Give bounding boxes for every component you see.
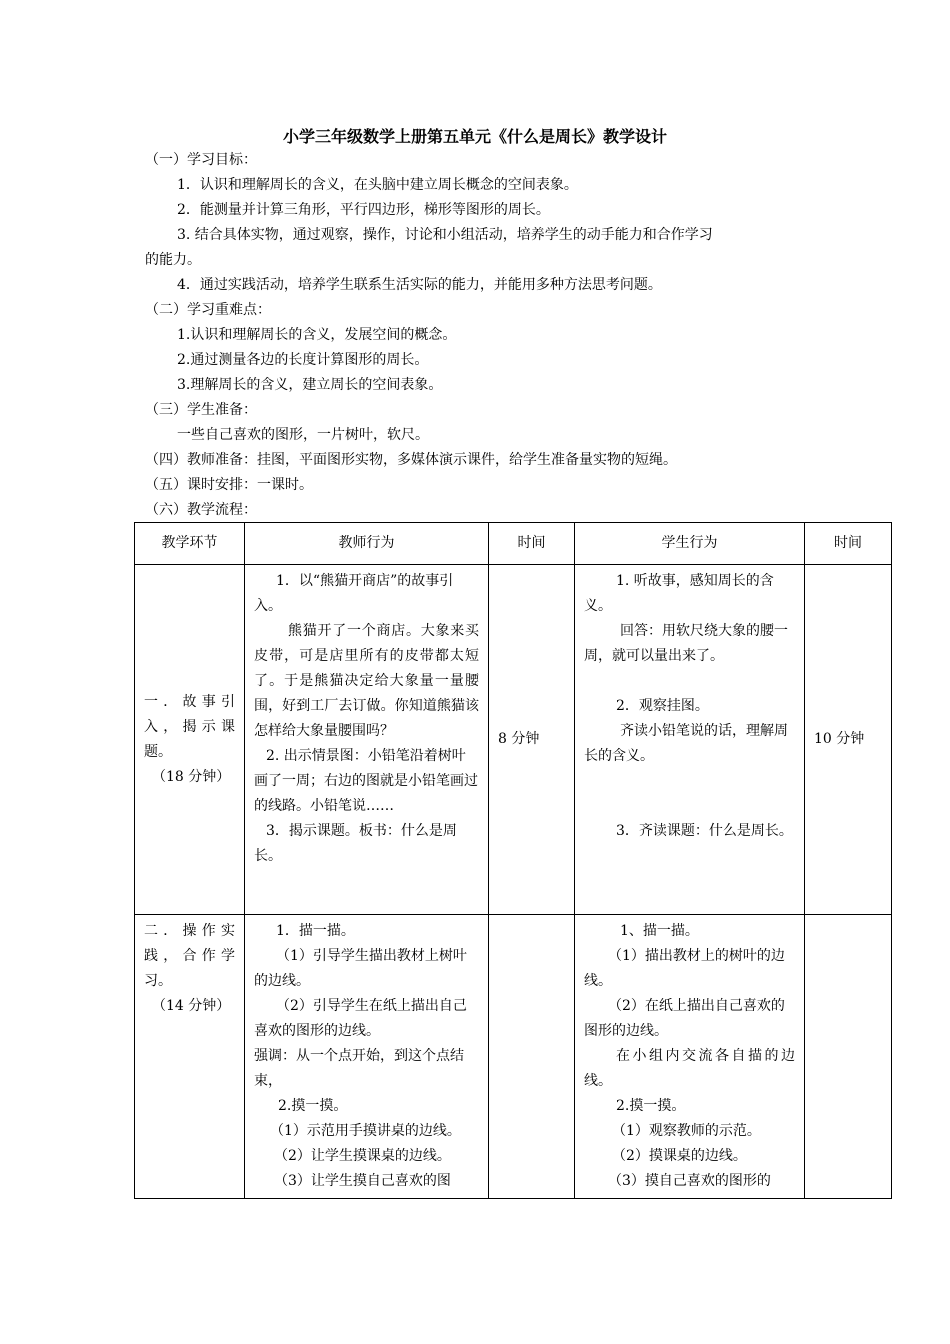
stage-duration: （14 分钟）	[152, 998, 231, 1014]
header-student: 学生行为	[575, 523, 805, 565]
teaching-flow-table	[134, 522, 892, 1199]
student-time-cell	[805, 915, 892, 1199]
stage-duration: （18 分钟）	[152, 768, 231, 785]
student-cell	[575, 915, 805, 1199]
teacher-step: （2）引导学生在纸上描出自己喜欢的图形的边线。	[254, 998, 467, 1039]
objective-item: 4．通过实践活动，培养学生联系生活实际的能力，并能用多种方法思考问题。	[177, 277, 662, 293]
teacher-time-cell: 8 分钟	[489, 565, 575, 915]
teacher-step: 2. 出示情景图：小铅笔沿着树叶画了一周；右边的图就是小铅笔画过的线路。小铅笔说……	[254, 748, 478, 814]
student-step: （1）描出教材上的树叶的边线。	[584, 948, 785, 989]
stage-label: 一．故事引入，揭示课题。	[144, 693, 235, 760]
objective-item: 2．能测量并计算三角形，平行四边形，梯形等图形的周长。	[177, 202, 550, 218]
student-step: （1）观察教师的示范。	[612, 1123, 761, 1139]
student-step: （2）摸课桌的边线。	[612, 1148, 747, 1164]
section-teacher-prep: （四）教师准备：挂图，平面图形实物，多媒体演示课件，给学生准备量实物的短绳。	[145, 452, 677, 468]
section-keypoints-heading: （二）学习重难点：	[145, 302, 271, 318]
student-step: 回答：用软尺绕大象的腰一周，就可以量出来了。	[584, 623, 788, 664]
document-title: 小学三年级数学上册第五单元《什么是周长》教学设计	[282, 127, 667, 146]
teacher-step: 1．以“熊猫开商店”的故事引入。	[254, 573, 454, 614]
header-time: 时间	[489, 523, 575, 565]
keypoint-item: 3.理解周长的含义，建立周长的空间表象。	[177, 377, 443, 393]
teacher-time-cell	[489, 915, 575, 1199]
objective-item: 3. 结合具体实物，通过观察，操作，讨论和小组活动，培养学生的动手能力和合作学习	[177, 227, 713, 243]
section-schedule: （五）课时安排：一课时。	[145, 477, 313, 493]
student-step: （3）摸自己喜欢的图形的	[608, 1173, 771, 1189]
header-teacher: 教师行为	[245, 523, 489, 565]
section-flow-heading: （六）教学流程：	[145, 502, 257, 518]
teacher-step: （3）让学生摸自己喜欢的图	[274, 1173, 451, 1189]
objective-item-continued: 的能力。	[145, 252, 201, 268]
keypoint-item: 2.通过测量各边的长度计算图形的周长。	[177, 352, 429, 368]
student-step: 2．观察挂图。	[616, 698, 709, 714]
stage-cell	[135, 915, 245, 1199]
teacher-cell	[245, 565, 489, 915]
spacer	[584, 769, 795, 819]
student-step: 2.摸一摸。	[616, 1098, 686, 1114]
section-objectives-heading: （一）学习目标：	[145, 152, 257, 168]
table-row	[135, 915, 892, 1199]
student-step: 3．齐读课题：什么是周长。	[616, 823, 793, 839]
teacher-step: 3．揭示课题。板书：什么是周长。	[254, 823, 457, 864]
student-step: 1. 听故事，感知周长的含义。	[584, 573, 774, 614]
header-stage: 教学环节	[135, 523, 245, 565]
table-row	[135, 565, 892, 915]
student-step: 1、描一描。	[620, 923, 699, 939]
table-header-row	[135, 523, 892, 565]
teacher-step: 2.摸一摸。	[278, 1098, 348, 1114]
student-step: （2）在纸上描出自己喜欢的图形的边线。	[584, 998, 785, 1039]
section-student-prep-heading: （三）学生准备：	[145, 402, 257, 418]
teacher-step: 强调：从一个点开始，到这个点结束，	[254, 1048, 464, 1089]
teacher-step: （1）示范用手摸讲桌的边线。	[270, 1123, 461, 1139]
spacer	[584, 669, 795, 694]
teacher-step: （1）引导学生描出教材上树叶的边线。	[254, 948, 467, 989]
student-step: 在小组内交流各自描的边线。	[584, 1048, 795, 1089]
student-step: 齐读小铅笔说的话，理解周长的含义。	[584, 723, 788, 764]
teacher-step: 1．描一描。	[276, 923, 355, 939]
student-cell	[575, 565, 805, 915]
student-time-cell: 10 分钟	[805, 565, 892, 915]
stage-label: 二．操作实践，合作学习。	[144, 923, 235, 989]
objective-item: 1．认识和理解周长的含义，在头脑中建立周长概念的空间表象。	[177, 177, 578, 193]
stage-cell	[135, 565, 245, 915]
keypoint-item: 1.认识和理解周长的含义，发展空间的概念。	[177, 327, 457, 343]
student-prep-item: 一些自己喜欢的图形，一片树叶，软尺。	[177, 427, 429, 443]
teacher-cell	[245, 915, 489, 1199]
teacher-step: （2）让学生摸课桌的边线。	[274, 1148, 451, 1164]
teacher-step: 熊猫开了一个商店。大象来买皮带，可是店里所有的皮带都太短了。于是熊猫决定给大象量一量腰围，好到工厂去订做。你知道熊猫该怎样给大象量腰围吗？	[254, 623, 479, 739]
header-time: 时间	[805, 523, 892, 565]
